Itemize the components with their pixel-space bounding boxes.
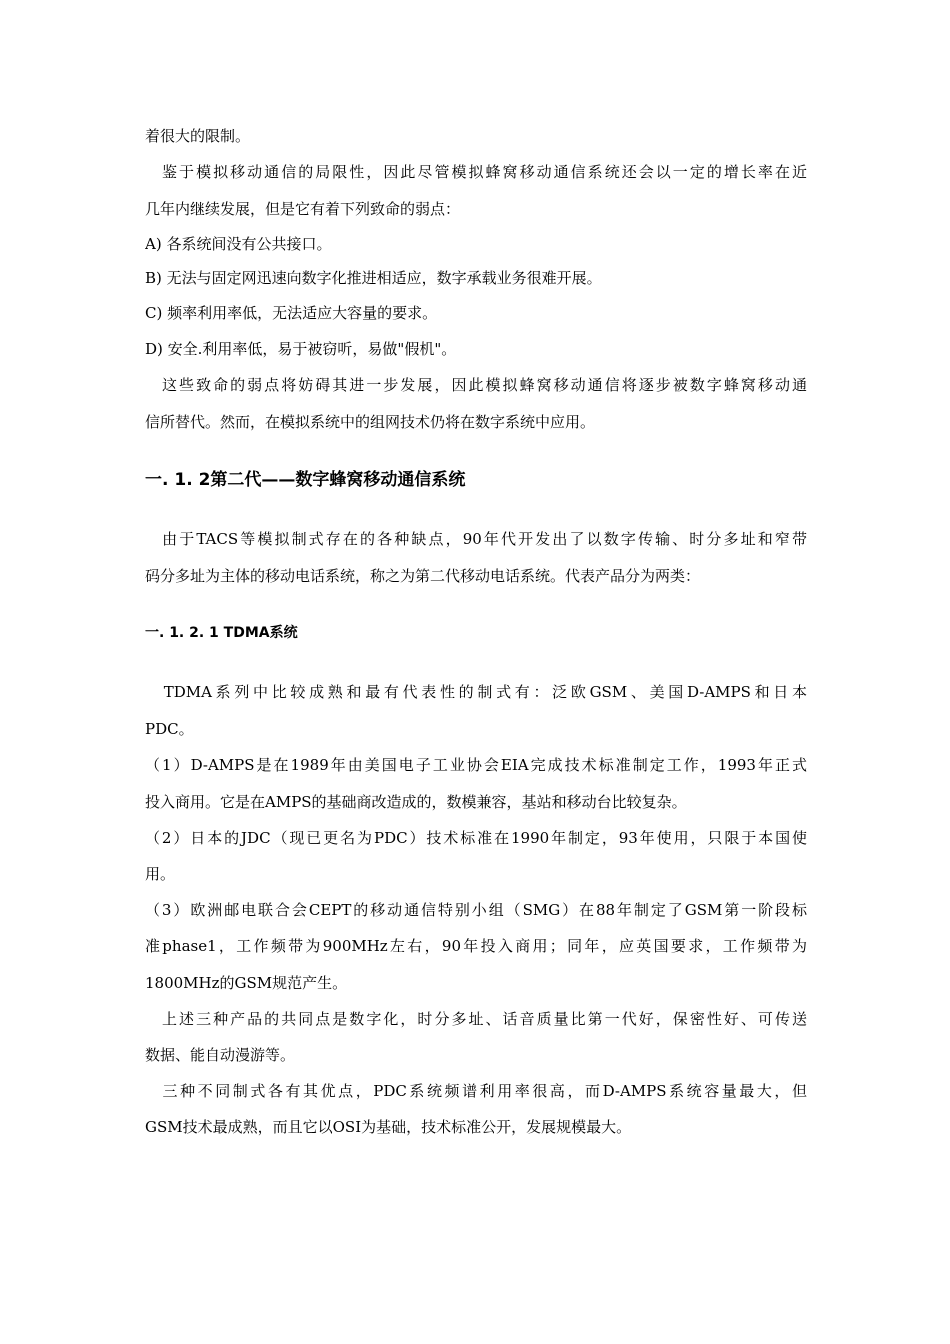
paragraph-line: 几年内继续发展，但是它有着下列致命的弱点：	[145, 200, 461, 218]
paragraph-line: 着很大的限制。	[145, 127, 251, 145]
paragraph-line: 三种不同制式各有其优点，PDC系统频谱利用率很高，而D-AMPS系统容量最大，但	[145, 1082, 807, 1100]
list-item: A) 各系统间没有公共接口。	[145, 235, 332, 253]
paragraph-line: （2）日本的JDC（现已更名为PDC）技术标准在1990年制定，93年使用，只限于本国使	[145, 829, 807, 847]
paragraph-line: 鉴于模拟移动通信的局限性，因此尽管模拟蜂窝移动通信系统还会以一定的增长率在近	[145, 163, 807, 181]
list-item: C) 频率利用率低，无法适应大容量的要求。	[145, 304, 438, 322]
paragraph-line: 用。	[145, 865, 176, 883]
paragraph-line: 这些致命的弱点将妨碍其进一步发展，因此模拟蜂窝移动通信将逐步被数字蜂窝移动通	[145, 376, 807, 394]
list-item: B) 无法与固定网迅速向数字化推进相适应，数字承载业务很难开展。	[145, 269, 602, 287]
subsection-heading: 一. 1. 2. 1 TDMA系统	[145, 625, 298, 641]
paragraph-line: 由于TACS等模拟制式存在的各种缺点，90年代开发出了以数字传输、时分多址和窄带	[145, 530, 807, 548]
paragraph-line: 准phase1，工作频带为900MHz左右，90年投入商用；同年，应英国要求，工作频带为	[145, 937, 807, 955]
paragraph-line: 上述三种产品的共同点是数字化，时分多址、话音质量比第一代好，保密性好、可传送	[145, 1010, 807, 1028]
paragraph-line: 数据、能自动漫游等。	[145, 1046, 296, 1064]
paragraph-line: TDMA系列中比较成熟和最有代表性的制式有：泛欧GSM、美国D-AMPS和日本	[145, 683, 807, 701]
paragraph-line: （3）欧洲邮电联合会CEPT的移动通信特别小组（SMG）在88年制定了GSM第一阶段标	[145, 901, 807, 919]
paragraph-line: 信所替代。然而，在模拟系统中的组网技术仍将在数字系统中应用。	[145, 413, 596, 431]
list-item: D) 安全.利用率低，易于被窃听，易做"假机"。	[145, 340, 457, 358]
section-heading: 一. 1. 2第二代——数字蜂窝移动通信系统	[145, 470, 466, 490]
paragraph-line: （1）D-AMPS是在1989年由美国电子工业协会EIA完成技术标准制定工作，1993年正式	[145, 756, 807, 774]
paragraph-line: 1800MHz的GSM规范产生。	[145, 974, 348, 992]
paragraph-line: 投入商用。它是在AMPS的基础商改造成的，数模兼容，基站和移动台比较复杂。	[145, 793, 687, 811]
paragraph-line: 码分多址为主体的移动电话系统，称之为第二代移动电话系统。代表产品分为两类：	[145, 567, 701, 585]
paragraph-line: PDC。	[145, 720, 194, 738]
paragraph-line: GSM技术最成熟，而且它以OSI为基础，技术标准公开，发展规模最大。	[145, 1118, 632, 1136]
